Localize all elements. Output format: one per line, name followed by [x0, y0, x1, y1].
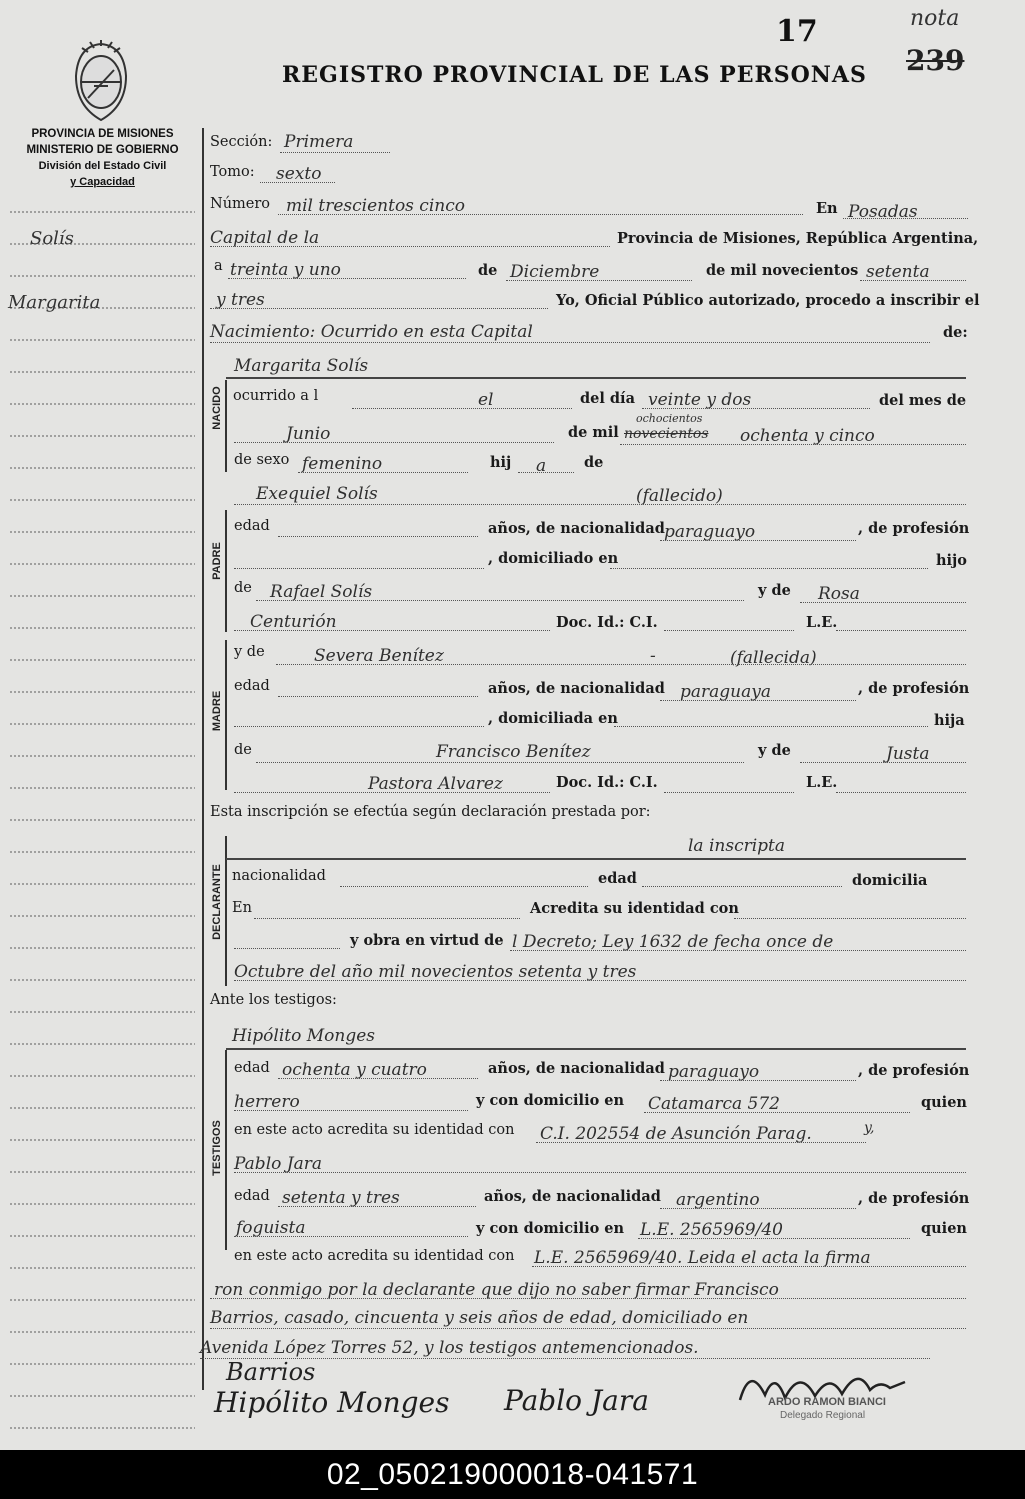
label-padre-edad: edad: [234, 518, 270, 534]
label-hijo: hijo: [936, 552, 967, 569]
value-t2-nombre: Pablo Jara: [234, 1154, 322, 1174]
value-t1-nac: paraguayo: [668, 1062, 760, 1082]
value-mes: Diciembre: [510, 262, 600, 282]
value-padre-nac: paraguayo: [664, 522, 756, 542]
value-en: Posadas: [848, 202, 918, 222]
closing-line-3: Avenida López Torres 52, y los testigos antemencionados.: [200, 1338, 699, 1358]
org-line-4: y Capacidad: [70, 176, 135, 188]
corner-number: 239: [906, 44, 965, 77]
rule-declarante: [226, 858, 966, 860]
label-de-mil-novecientos: de mil novecientos: [706, 262, 859, 279]
label-de-2: de: [584, 454, 604, 471]
label-de: de: [478, 262, 498, 279]
value-padre-padre: Rafael Solís: [270, 582, 373, 602]
value-virtud-1: l Decreto; Ley 1632 de fecha once de: [512, 932, 834, 952]
value-madre-madre: Justa: [886, 744, 930, 764]
label-en-virtud: y obra en virtud de: [350, 932, 504, 949]
label-tomo: Tomo:: [210, 164, 255, 180]
value-t2-nac: argentino: [676, 1190, 760, 1210]
padre-bar: [225, 510, 227, 632]
signature-barrios: Barrios: [226, 1358, 316, 1386]
corner-note: nota: [910, 6, 960, 31]
value-declarante: la inscripta: [688, 836, 786, 856]
label-madre-le: L.E.: [806, 774, 838, 791]
label-esta-inscripcion: Esta inscripción se efectúa según declaración prestada por:: [210, 804, 651, 820]
document-title: REGISTRO PROVINCIAL DE LAS PERSONAS: [282, 62, 867, 88]
label-declarante-en: En: [232, 900, 252, 916]
value-nombre: Margarita Solís: [234, 356, 369, 376]
signature-pablo-jara: Pablo Jara: [504, 1384, 649, 1417]
label-de-sexo: de sexo: [234, 452, 290, 468]
label-de-colon: de:: [943, 324, 968, 341]
value-t1-id: C.I. 202554 de Asunción Parag.: [540, 1124, 812, 1144]
label-del-mes: del mes de: [879, 392, 967, 409]
value-t2-dom: L.E. 2565969/40: [640, 1220, 783, 1240]
label-madre-profesion: , de profesión: [858, 680, 970, 697]
value-corr-struck: novecientos: [624, 426, 709, 442]
stamp-line-1: ARDO RAMON BIANCI: [768, 1396, 886, 1408]
label-t1-profesion: , de profesión: [858, 1062, 970, 1079]
value-dia: treinta y uno: [230, 260, 341, 280]
main-border-left: [202, 128, 204, 1390]
value-dia-nac: veinte y dos: [648, 390, 752, 410]
org-line-3: División del Estado Civil: [38, 160, 167, 172]
label-t2-domicilio: y con domicilio en: [476, 1220, 625, 1237]
label-en: En: [816, 200, 838, 217]
footer-code: 02_050219000018-041571: [0, 1450, 1025, 1499]
label-padre-le: L.E.: [806, 614, 838, 631]
value-seccion: Primera: [284, 132, 354, 152]
label-ante-testigos: Ante los testigos:: [210, 992, 337, 1008]
label-t1-acredita: en este acto acredita su identidad con: [234, 1122, 515, 1138]
label-madre-y-de-2: y de: [758, 742, 791, 759]
value-acto: Nacimiento: Ocurrido en esta Capital: [210, 322, 533, 342]
label-t2-acredita: en este acto acredita su identidad con: [234, 1248, 515, 1264]
label-t2-edad: edad: [234, 1188, 270, 1204]
value-tomo: sexto: [276, 164, 322, 184]
value-t1-prof: herrero: [234, 1092, 300, 1112]
value-t1-nombre: Hipólito Monges: [232, 1026, 375, 1046]
value-anio-a: setenta: [866, 262, 930, 282]
value-madre-nac: paraguaya: [680, 682, 771, 702]
value-madre-padre: Francisco Benítez: [436, 742, 591, 762]
label-padre: PADRE: [211, 542, 223, 580]
value-madre-dash: -: [650, 646, 656, 666]
value-mes-nac: Junio: [286, 424, 331, 444]
sidebar-given-name: Margarita: [8, 292, 101, 313]
value-anio-nac: ochenta y cinco: [740, 426, 875, 446]
label-testigos: TESTIGOS: [211, 1120, 223, 1176]
value-hij-suffix: a: [536, 456, 547, 476]
label-del-dia: del día: [580, 390, 635, 407]
label-t1-anos: años, de nacionalidad: [488, 1060, 665, 1077]
rule-testigos: [226, 1048, 966, 1050]
sidebar-ruled-lines: [0, 0, 205, 1450]
label-madre-doc: Doc. Id.: C.I.: [556, 774, 658, 791]
label-padre-y-de: y de: [758, 582, 791, 599]
stamp-line-2: Delegado Regional: [780, 1410, 866, 1421]
value-madre-nombre: Severa Benítez: [314, 646, 444, 666]
value-numero: mil trescientos cinco: [286, 196, 465, 216]
label-t1-edad: edad: [234, 1060, 270, 1076]
label-numero: Número: [210, 196, 271, 212]
value-capital: Capital de la: [210, 228, 320, 248]
page-number: 17: [776, 14, 818, 49]
value-t2-id: L.E. 2565969/40. Leida el acta la firma: [534, 1248, 871, 1268]
value-virtud-2: Octubre del año mil novecientos setenta y tres: [234, 962, 637, 982]
rule-nacido-top: [226, 377, 966, 379]
value-hora: el: [478, 390, 494, 410]
value-madre-estado: (fallecida): [730, 648, 817, 668]
label-t1-domicilio: y con domicilio en: [476, 1092, 625, 1109]
value-padre-madre: Rosa: [818, 584, 860, 604]
label-hij: hij: [490, 454, 512, 471]
label-provincia: Provincia de Misiones, República Argentina,: [617, 230, 979, 247]
sidebar-surname: Solís: [30, 228, 74, 249]
label-t2-quien: quien: [921, 1220, 967, 1237]
label-madre-anos: años, de nacionalidad: [488, 680, 665, 697]
label-hija: hija: [934, 712, 965, 729]
value-t1-id-end: y,: [864, 1120, 875, 1136]
org-line-2: MINISTERIO DE GOBIERNO: [26, 144, 179, 156]
label-t1-quien: quien: [921, 1094, 967, 1111]
value-t1-dom: Catamarca 572: [648, 1094, 780, 1114]
label-madre-y-de: y de: [234, 644, 265, 660]
label-padre-profesion: , de profesión: [858, 520, 970, 537]
label-edad: edad: [598, 870, 637, 887]
closing-line-1: ron conmigo por la declarante que dijo no saber firmar Francisco: [214, 1280, 779, 1300]
testigos-bar: [225, 1050, 227, 1250]
value-t2-prof: foguista: [236, 1218, 306, 1238]
value-corr-above: ochocientos: [636, 412, 703, 425]
label-padre-domicilio: , domiciliado en: [488, 550, 619, 567]
label-seccion: Sección:: [210, 134, 273, 150]
label-nacionalidad: nacionalidad: [232, 868, 326, 884]
value-t2-edad: setenta y tres: [282, 1188, 400, 1208]
signature-hipolito-monges: Hipólito Monges: [214, 1386, 450, 1419]
value-padre-madre-2: Centurión: [250, 612, 337, 632]
label-padre-de: de: [234, 580, 252, 596]
label-declarante: DECLARANTE: [211, 864, 223, 940]
label-acredita: Acredita su identidad con: [530, 900, 739, 917]
madre-bar: [225, 640, 227, 790]
label-yo: Yo, Oficial Público autorizado, procedo a inscribir el: [556, 292, 980, 309]
label-a: a: [214, 258, 223, 274]
nacido-bar: [225, 380, 227, 472]
label-t2-profesion: , de profesión: [858, 1190, 970, 1207]
label-de-mil: de mil: [568, 424, 619, 441]
label-padre-anos: años, de nacionalidad: [488, 520, 665, 537]
label-ocurrido: ocurrido a l: [233, 388, 319, 404]
value-anio-b: y tres: [216, 290, 265, 310]
label-madre: MADRE: [211, 690, 223, 732]
label-t2-anos: años, de nacionalidad: [484, 1188, 661, 1205]
value-padre-estado: (fallecido): [636, 486, 723, 506]
value-padre-nombre: Exequiel Solís: [256, 484, 378, 504]
label-madre-edad: edad: [234, 678, 270, 694]
closing-line-2: Barrios, casado, cincuenta y seis años de edad, domiciliado en: [210, 1308, 749, 1328]
label-nacido: NACIDO: [211, 386, 223, 430]
label-padre-doc: Doc. Id.: C.I.: [556, 614, 658, 631]
label-domicilia: domicilia: [852, 872, 928, 889]
label-madre-domicilio: , domiciliada en: [488, 710, 618, 727]
value-madre-madre-2: Pastora Alvarez: [368, 774, 503, 794]
label-madre-de: de: [234, 742, 252, 758]
value-t1-edad: ochenta y cuatro: [282, 1060, 427, 1080]
value-sexo: femenino: [302, 454, 383, 474]
org-line-1: PROVINCIA DE MISIONES: [31, 128, 174, 140]
